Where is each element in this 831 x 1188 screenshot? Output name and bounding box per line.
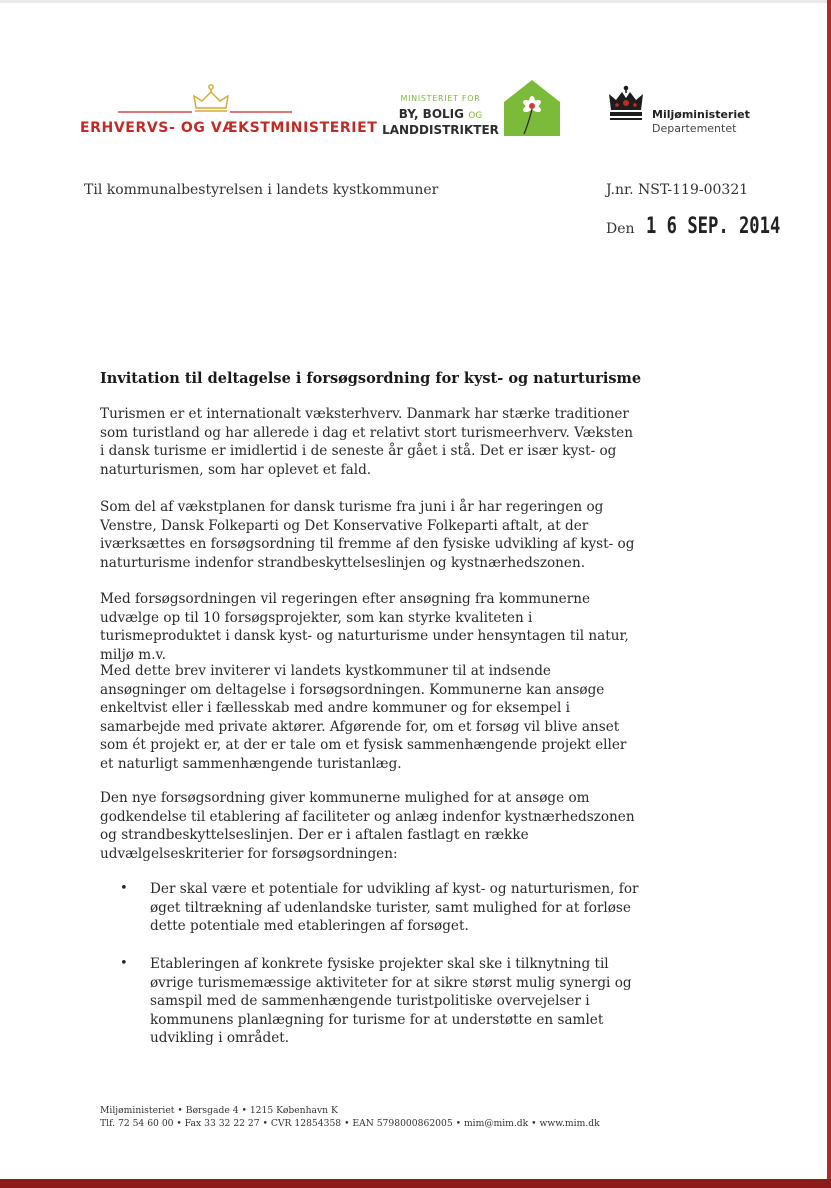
scan-edge-right	[827, 0, 831, 1188]
scan-edge-top	[0, 0, 831, 3]
journal-number: J.nr. NST-119-00321	[606, 182, 749, 198]
bullet-icon: •	[120, 881, 128, 896]
crown-icon	[80, 80, 342, 120]
paragraph-2	[100, 498, 640, 572]
mim-department: Departementet	[652, 122, 737, 135]
bullet-text: Der skal være et potentiale for udvikling af kyst- og naturturismen, for øget tiltrækning af udenlandske turister, samt mulighed for at forløse dette potentiale med etableringen af forsøget.	[150, 881, 639, 935]
paragraph-text: Med dette brev inviterer vi landets kystkommuner til at indsende ansøgninger om deltagelse i forsøgsordningen. Kommunerne kan ansøge enkeltvist eller i fællesskab med andre kommuner og for eksempel i samarbejde med private aktører. Afgørende for, om et forsøg vil blive anset som ét projekt er, at der er tale om et fysisk sammenhængende projekt eller et naturligt sammenhængende turistanlæg.	[100, 663, 627, 772]
mbbl-line1: MINISTERIET FOR	[400, 94, 481, 103]
letter-title: Invitation til deltagelse i forsøgsordning for kyst- og naturturisme	[100, 370, 642, 387]
house-flower-icon	[502, 78, 562, 136]
recipient-line: Til kommunalbestyrelsen i landets kystkommuner	[84, 182, 439, 198]
footer	[100, 1104, 600, 1130]
mbbl-line2	[378, 107, 503, 121]
paragraph-5	[100, 789, 640, 863]
paragraph-text: Med forsøgsordningen vil regeringen efter ansøgning fra kommunerne udvælge op til 10 forsøgsprojekter, som kan styrke kvaliteten i turismeproduktet i dansk kyst- og naturturisme under hensyntagen til natur, miljø m.v.	[100, 591, 629, 663]
bullet-icon: •	[120, 956, 128, 971]
date-stamp: 1 6 SEP. 2014	[646, 214, 781, 239]
paragraph-4	[100, 662, 640, 774]
footer-address: Miljøministeriet • Børsgade 4 • 1215 København K	[100, 1105, 338, 1116]
logo-erhvervs-vaekstministeriet	[80, 80, 378, 140]
mbbl-line3: LANDDISTRIKTER	[382, 123, 499, 137]
paragraph-3	[100, 590, 640, 664]
date-label: Den	[606, 221, 635, 237]
paragraph-1	[100, 405, 640, 479]
paragraph-text: Turismen er et internationalt væksterhverv. Danmark har stærke traditioner som turistland og har allerede i dag et relativt stort turismeerhverv. Væksten i dansk turisme er imidlertid i de seneste år gået i stå. Det er især kyst- og naturturismen, som har oplevet et fald.	[100, 406, 633, 478]
royal-crown-icon	[606, 84, 646, 122]
evm-wordmark: ERHVERVS- OG VÆKSTMINISTERIET	[80, 120, 378, 136]
mim-name: Miljøministeriet	[652, 108, 750, 121]
logo-by-bolig-landdistrikter	[378, 78, 568, 140]
logo-miljoeministeriet	[606, 84, 756, 136]
scan-edge-bottom	[0, 1179, 831, 1188]
mbbl-line2-og: OG	[468, 111, 483, 121]
bullet-text: Etableringen af konkrete fysiske projekter skal ske i tilknytning til øvrige turismemæssige aktiviteter for at sikre størst mulig synergi og samspil med de sammenhængende turistpolitiske overvejelser i kommunens planlægning for turisme for at understøtte en samlet udvikling i området.	[150, 956, 632, 1047]
paragraph-text: Den nye forsøgsordning giver kommunerne mulighed for at ansøge om godkendelse til etablering af faciliteter og anlæg indenfor kystnærhedszonen og strandbeskyttelseslinjen. Der er i aftalen fastlagt en række udvælgelseskriterier for forsøgsordningen:	[100, 790, 635, 862]
mbbl-line2-main: BY, BOLIG	[398, 107, 464, 121]
paragraph-text: Som del af vækstplanen for dansk turisme fra juni i år har regeringen og Venstre, Dansk Folkeparti og Det Konservative Folkeparti aftalt, at der iværksættes en forsøgsordning til fremme af den fysiske udvikling af kyst- og naturturisme indenfor strandbeskyttelseslinjen og kystnærhedszonen.	[100, 499, 635, 571]
footer-contact: Tlf. 72 54 60 00 • Fax 33 32 22 27 • CVR 12854358 • EAN 5798000862005 • mim@mim.dk • www.mim.dk	[100, 1118, 600, 1129]
